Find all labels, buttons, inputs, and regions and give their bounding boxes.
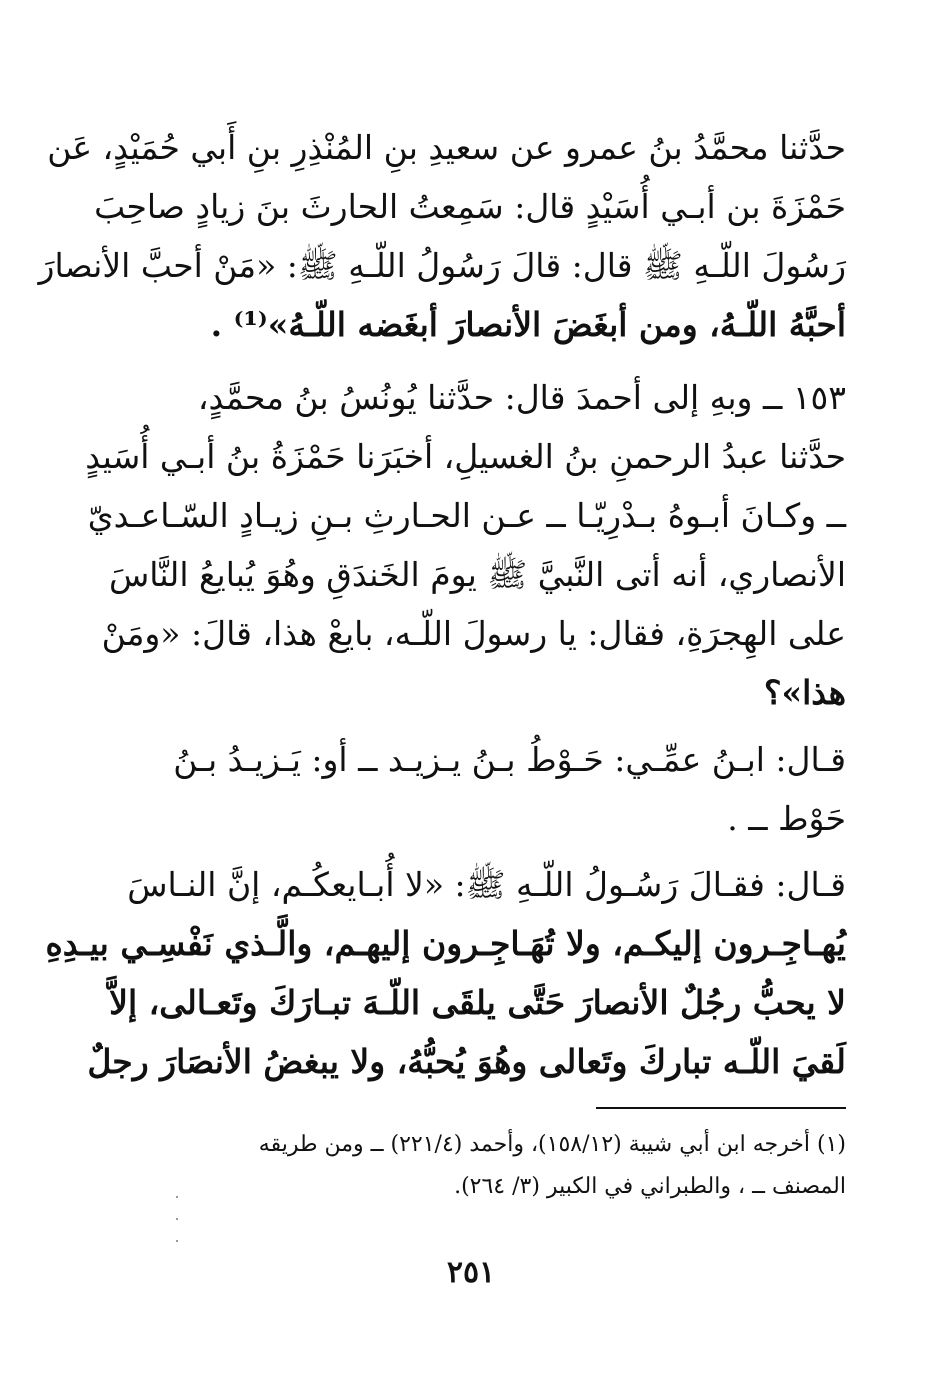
footnote [134,1124,846,1208]
text-line: حدَّثنا محمَّدُ بنُ عمرو عن سعيدِ بنِ المُنْذِرِ بنِ أَبي حُمَيْدٍ، عَن [47,128,846,167]
text-line: قـال: فقـالَ رَسُـولُ اللّـهِ ﷺ: «لا أُبـايعكُـم، إنَّ النـاسَ [127,865,846,904]
text-line: قـال: ابـنُ عمِّـي: حَـوْطُ بـنُ يـزيـد ــ أو: يَـزيـدُ بـنُ [173,740,846,779]
footnote-line: المصنف ــ ، والطبراني في الكبير (٣/ ٢٦٤). [454,1174,846,1199]
text-line: يُهـاجِـرون إليكـم، ولا تُهَـاجِـرون إليهـم، والَّـذي نَفْسِـي بيـدِهِ [45,924,846,963]
page-number: ٢٥١ [446,1255,496,1290]
text-line: هذا»؟ [763,673,846,712]
text-line: حَوْط ــ . [727,799,846,838]
text-line: رَسُولَ اللّـهِ ﷺ قال: قالَ رَسُولُ اللّـهِ ﷺ: «مَنْ أحبَّ الأنصارَ [38,246,846,285]
text-line: ــ وكـانَ أبـوهُ بـدْرِيّـا ــ عـن الحـارثِ بـنِ زيـادٍ السّـاعـديّ [87,496,846,535]
hadith-chain-paragraph [38,118,846,354]
narrator-reply-paragraph [134,730,846,848]
text-line: ١٥٣ ــ وبهِ إلى أحمدَ قال: حدَّثنا يُونُسُ بنُ محمَّدٍ، [197,378,846,417]
text-line: حدَّثنا عبدُ الرحمنِ بنُ الغسيلِ، أخبَرَنا حَمْزَةُ بنُ أبـي أُسَيدٍ [85,437,846,476]
text-line: لَقيَ اللّـه تباركَ وتَعالى وهُوَ يُحبُّهُ، ولا يبغضُ الأنصَارَ رجلٌ [87,1042,846,1081]
footnote-line: (١) أخرجه ابن أبي شيبة (١٥٨/١٢)، وأحمد (٢٢١/٤) ــ ومن طريقه [258,1132,846,1157]
footnote-divider [596,1107,846,1109]
text-line: لا يحبُّ رجُلٌ الأنصارَ حَتَّى يلقَى اللّـهَ تبـارَكَ وتَعـالى، إلاَّ [109,983,846,1022]
text-line: حَمْزَةَ بن أبـي أُسَيْدٍ قال: سَمِعتُ الحارثَ بنَ زيادٍ صاحِبَ [94,187,846,226]
hadith-153-paragraph [85,368,846,722]
prophet-saying-paragraph [45,855,846,1091]
text-line: الأنصاري، أنه أتى النَّبيَّ ﷺ يومَ الخَندَقِ وهُوَ يُبايعُ النَّاسَ [108,555,846,594]
text-line: على الهِجرَةِ، فقال: يا رسولَ اللّـه، بايعْ هذا، قالَ: «ومَنْ [101,614,846,653]
text-line: أحبَّهُ اللّـهُ، ومن أبغَضَ الأنصارَ أبغَضه اللّـهُ»⁽¹⁾ . [210,305,846,344]
